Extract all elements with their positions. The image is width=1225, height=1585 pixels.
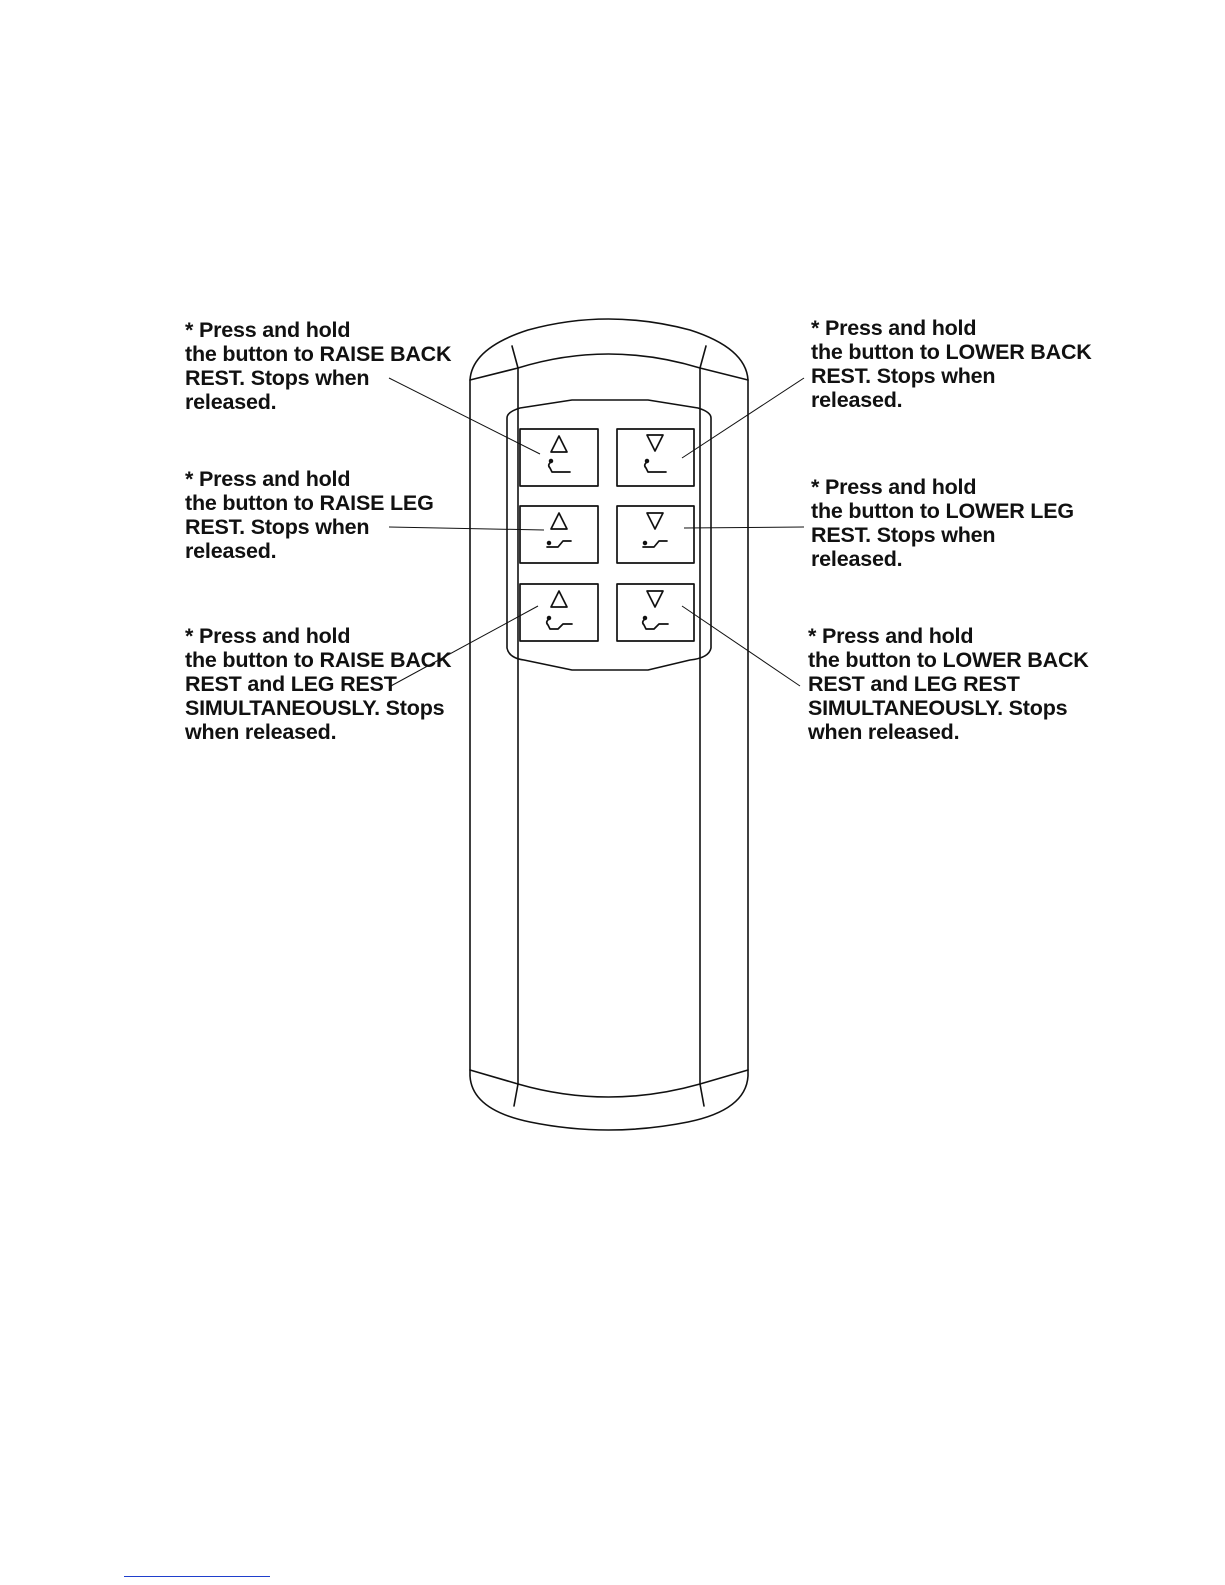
callout-line: the button to RAISE LEG bbox=[185, 491, 434, 515]
up-triangle-icon bbox=[551, 591, 567, 607]
back-and-leg-rest-icon bbox=[547, 619, 572, 629]
button-raise-back-rest[interactable] bbox=[520, 429, 598, 486]
callout-line: * Press and hold bbox=[185, 318, 351, 342]
callout-line: * Press and hold bbox=[811, 316, 977, 340]
callout-lower-back-rest bbox=[811, 316, 1092, 412]
callout-line: the button to LOWER BACK bbox=[811, 340, 1092, 364]
up-triangle-icon bbox=[551, 436, 567, 452]
callout-line: released. bbox=[811, 388, 903, 412]
callout-raise-leg-rest bbox=[185, 467, 434, 563]
callout-line: released. bbox=[185, 390, 277, 414]
footer-rule bbox=[124, 1576, 270, 1577]
callout-line: * Press and hold bbox=[808, 624, 974, 648]
callout-line: when released. bbox=[185, 720, 337, 744]
callout-line: released. bbox=[811, 547, 903, 571]
callout-line: the button to LOWER LEG bbox=[811, 499, 1074, 523]
down-triangle-icon bbox=[647, 513, 663, 529]
button-lower-leg-rest[interactable] bbox=[617, 506, 694, 563]
callout-line: SIMULTANEOUSLY. Stops bbox=[185, 696, 445, 720]
callout-line: REST and LEG REST bbox=[808, 672, 1020, 696]
remote-top-cap bbox=[470, 354, 748, 380]
leader-line-lower-leg bbox=[684, 527, 804, 528]
remote-body-outline bbox=[470, 319, 748, 1130]
callout-raise-back-rest bbox=[185, 318, 451, 414]
button-raise-leg-rest[interactable] bbox=[520, 506, 598, 563]
callout-line: released. bbox=[185, 539, 277, 563]
remote-bottom-cap bbox=[470, 1070, 748, 1097]
callout-line: REST. Stops when bbox=[811, 364, 996, 388]
button-panel bbox=[507, 400, 711, 670]
button-lower-back-and-leg-rest[interactable] bbox=[617, 584, 694, 641]
callout-line: SIMULTANEOUSLY. Stops bbox=[808, 696, 1068, 720]
callout-line: * Press and hold bbox=[185, 624, 351, 648]
callout-lower-both bbox=[808, 624, 1089, 744]
back-and-leg-rest-icon bbox=[643, 619, 668, 629]
callout-raise-both bbox=[185, 624, 451, 744]
button-raise-back-and-leg-rest[interactable] bbox=[520, 584, 598, 641]
down-triangle-icon bbox=[647, 435, 663, 451]
callout-line: when released. bbox=[808, 720, 960, 744]
callout-line: * Press and hold bbox=[185, 467, 351, 491]
callout-line: REST. Stops when bbox=[185, 366, 370, 390]
back-rest-icon bbox=[645, 462, 666, 472]
callout-line: REST. Stops when bbox=[811, 523, 996, 547]
callout-line: REST and LEG REST bbox=[185, 672, 397, 696]
callout-line: the button to RAISE BACK bbox=[185, 648, 452, 672]
back-rest-icon bbox=[549, 462, 570, 472]
callout-lower-leg-rest bbox=[811, 475, 1074, 571]
callout-line: the button to LOWER BACK bbox=[808, 648, 1089, 672]
up-triangle-icon bbox=[551, 513, 567, 529]
callout-line: REST. Stops when bbox=[185, 515, 370, 539]
callout-line: the button to RAISE BACK bbox=[185, 342, 452, 366]
callout-line: * Press and hold bbox=[811, 475, 977, 499]
down-triangle-icon bbox=[647, 591, 663, 607]
